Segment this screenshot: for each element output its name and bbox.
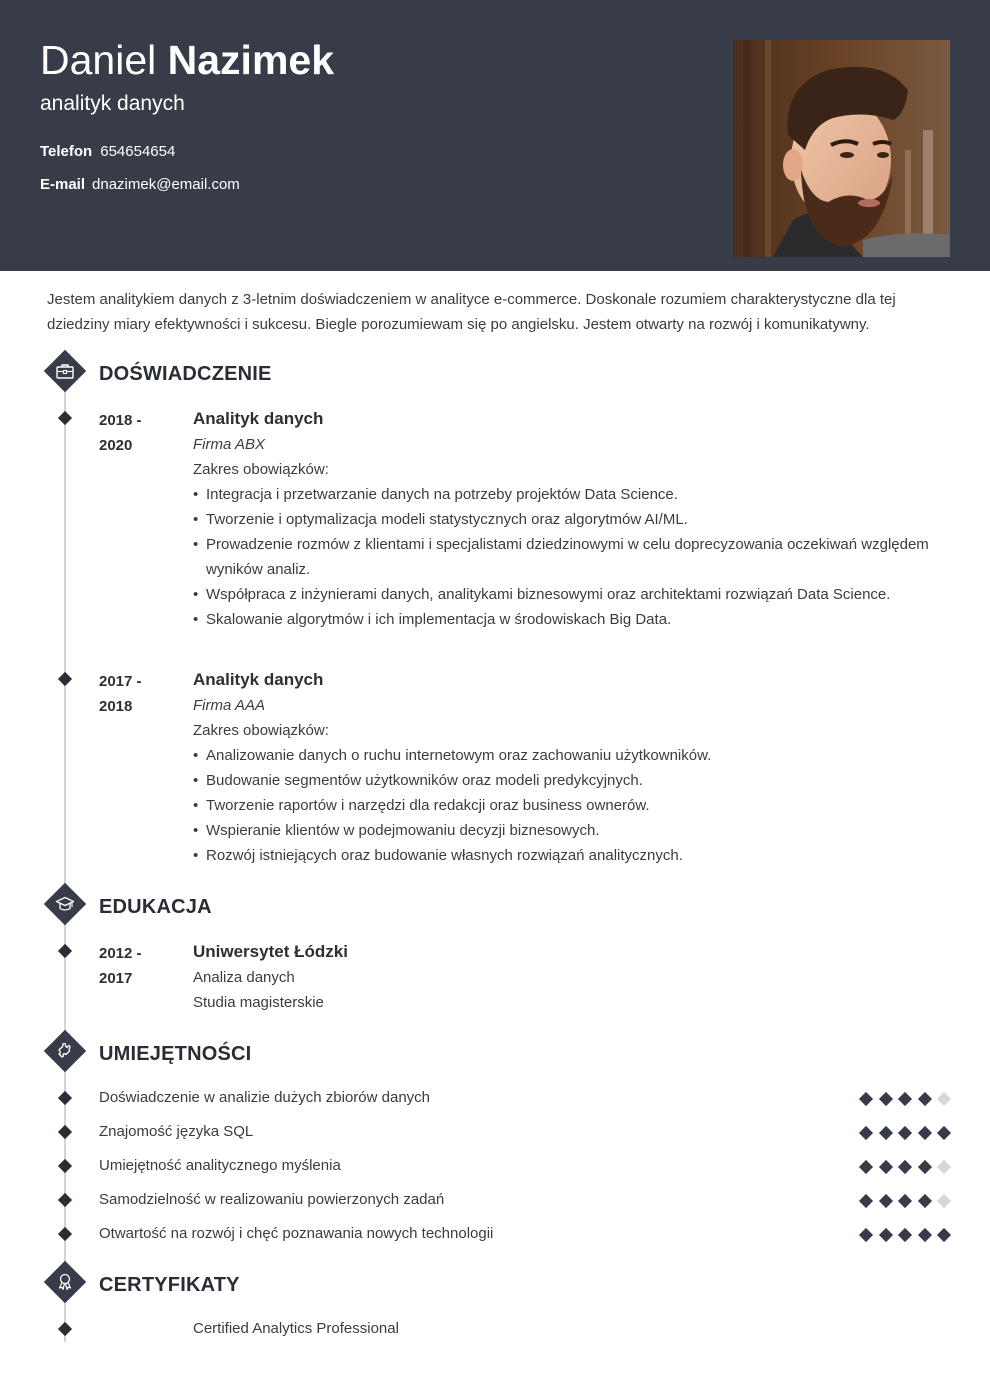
rating-diamond-empty: [936, 1159, 956, 1175]
rating-diamond-filled: [897, 1125, 917, 1141]
briefcase-icon: [44, 350, 86, 392]
duty-item: • Współpraca z inżynierami danych, analitykami biznesowymi oraz architektami rozwiązań Data Science.: [193, 582, 953, 607]
contact-email: [40, 176, 240, 194]
section-title-certificates: CERTYFIKATY: [99, 1274, 240, 1296]
puzzle-icon: [44, 1030, 86, 1072]
job-title: analityk danych: [40, 92, 185, 115]
job-role: Analityk danych: [193, 409, 324, 428]
skill-label: Znajomość języka SQL: [99, 1123, 254, 1140]
duty-item: • Budowanie segmentów użytkowników oraz modeli predykcyjnych.: [193, 768, 953, 793]
duties-list: [193, 743, 953, 868]
company-name: Firma ABX: [193, 436, 265, 453]
skill-rating: [858, 1125, 956, 1141]
skill-rating: [858, 1227, 956, 1243]
company-name: Firma AAA: [193, 697, 265, 714]
duty-item: • Skalowanie algorytmów i ich implementacja w środowiskach Big Data.: [193, 607, 953, 632]
rating-diamond-filled: [936, 1227, 956, 1243]
rating-diamond-filled: [858, 1091, 878, 1107]
date-start: 2017 -: [99, 673, 142, 690]
experience-entry: [193, 407, 953, 632]
duty-item: • Tworzenie raportów i narzędzi dla redakcji oraz business ownerów.: [193, 793, 953, 818]
candidate-name: [40, 37, 334, 83]
rating-diamond-filled: [858, 1193, 878, 1209]
experience-dates: [99, 669, 142, 719]
rating-diamond-filled: [917, 1159, 937, 1175]
skill-label: Otwartość na rozwój i chęć poznawania nowych technologii: [99, 1225, 494, 1242]
rating-diamond-empty: [936, 1193, 956, 1209]
rating-diamond-filled: [878, 1227, 898, 1243]
section-title-experience: DOŚWIADCZENIE: [99, 363, 272, 385]
timeline-dot: [58, 944, 72, 958]
duties-label: Zakres obowiązków:: [193, 722, 329, 739]
rating-diamond-filled: [897, 1227, 917, 1243]
duty-item: • Wspieranie klientów w podejmowaniu decyzji biznesowych.: [193, 818, 953, 843]
date-end: 2020: [99, 437, 133, 454]
date-start: 2018 -: [99, 412, 142, 429]
graduation-cap-icon: [44, 883, 86, 925]
duty-item: • Integracja i przetwarzanie danych na potrzeby projektów Data Science.: [193, 482, 953, 507]
date-end: 2018: [99, 698, 133, 715]
duty-item: • Analizowanie danych o ruchu internetowym oraz zachowaniu użytkowników.: [193, 743, 953, 768]
phone-value[interactable]: 654654654: [100, 143, 176, 160]
timeline-dot: [58, 1322, 72, 1336]
job-role: Analityk danych: [193, 670, 324, 689]
rating-diamond-filled: [878, 1125, 898, 1141]
experience-dates: [99, 408, 142, 458]
duties-label: Zakres obowiązków:: [193, 461, 329, 478]
rating-diamond-filled: [858, 1227, 878, 1243]
section-title-education: EDUKACJA: [99, 896, 212, 918]
timeline-dot: [58, 1091, 72, 1105]
rating-diamond-empty: [936, 1091, 956, 1107]
contact-label: E-mail: [40, 176, 86, 193]
timeline-dot: [58, 1125, 72, 1139]
experience-entry: [193, 668, 953, 868]
education-dates: [99, 941, 142, 991]
timeline-dot: [58, 1159, 72, 1173]
school-name: Uniwersytet Łódzki: [193, 942, 348, 961]
duties-list: [193, 482, 953, 632]
duty-item: • Rozwój istniejących oraz budowanie własnych rozwiązań analitycznych.: [193, 843, 953, 868]
skill-rating: [858, 1193, 956, 1209]
date-start: 2012 -: [99, 945, 142, 962]
rating-diamond-filled: [878, 1159, 898, 1175]
section-title-skills: UMIEJĘTNOŚCI: [99, 1043, 252, 1065]
skill-label: Umiejętność analitycznego myślenia: [99, 1157, 341, 1174]
skill-label: Doświadczenie w analizie dużych zbiorów danych: [99, 1089, 431, 1106]
rating-diamond-filled: [858, 1159, 878, 1175]
timeline-dot: [58, 1193, 72, 1207]
timeline-dot: [58, 672, 72, 686]
rating-diamond-filled: [917, 1125, 937, 1141]
rating-diamond-filled: [897, 1091, 917, 1107]
skill-rating: [858, 1159, 956, 1175]
last-name: Nazimek: [167, 37, 335, 83]
rating-diamond-filled: [917, 1193, 937, 1209]
resume-header: [0, 0, 990, 271]
skill-label: Samodzielność w realizowaniu powierzonych zadań: [99, 1191, 445, 1208]
rating-diamond-filled: [936, 1125, 956, 1141]
rating-diamond-filled: [917, 1227, 937, 1243]
timeline-dot: [58, 1227, 72, 1241]
rating-diamond-filled: [897, 1159, 917, 1175]
first-name: Daniel: [40, 37, 157, 83]
rating-diamond-filled: [878, 1193, 898, 1209]
education-entry: [193, 940, 953, 1015]
duty-item: • Tworzenie i optymalizacja modeli statystycznych oraz algorytmów AI/ML.: [193, 507, 953, 532]
profile-summary: Jestem analitykiem danych z 3-letnim doświadczeniem w analityce e-commerce. Doskonale rozumiem charakterystyczne dla tej dziedziny miary efektywności i sukcesu. Biegle porozumiewam się po angielsku. Jestem otwarty na rozwój i komunikatywny.: [47, 291, 896, 333]
skill-rating: [858, 1091, 956, 1107]
field-of-study: Analiza danych: [193, 969, 295, 986]
email-value[interactable]: dnazimek@email.com: [92, 176, 240, 193]
duty-item: • Prowadzenie rozmów z klientami i specjalistami dziedzinowymi w celu doprecyzowania oczekiwań względem wyników analiz.: [193, 532, 953, 582]
degree: Studia magisterskie: [193, 994, 324, 1011]
rating-diamond-filled: [858, 1125, 878, 1141]
rating-diamond-filled: [878, 1091, 898, 1107]
rating-diamond-filled: [917, 1091, 937, 1107]
award-ribbon-icon: [44, 1261, 86, 1303]
timeline-dot: [58, 411, 72, 425]
contact-phone: [40, 143, 175, 161]
profile-photo: [733, 40, 950, 257]
certificate-item: Certified Analytics Professional: [193, 1320, 399, 1337]
contact-label: Telefon: [40, 143, 93, 160]
date-end: 2017: [99, 970, 133, 987]
rating-diamond-filled: [897, 1193, 917, 1209]
